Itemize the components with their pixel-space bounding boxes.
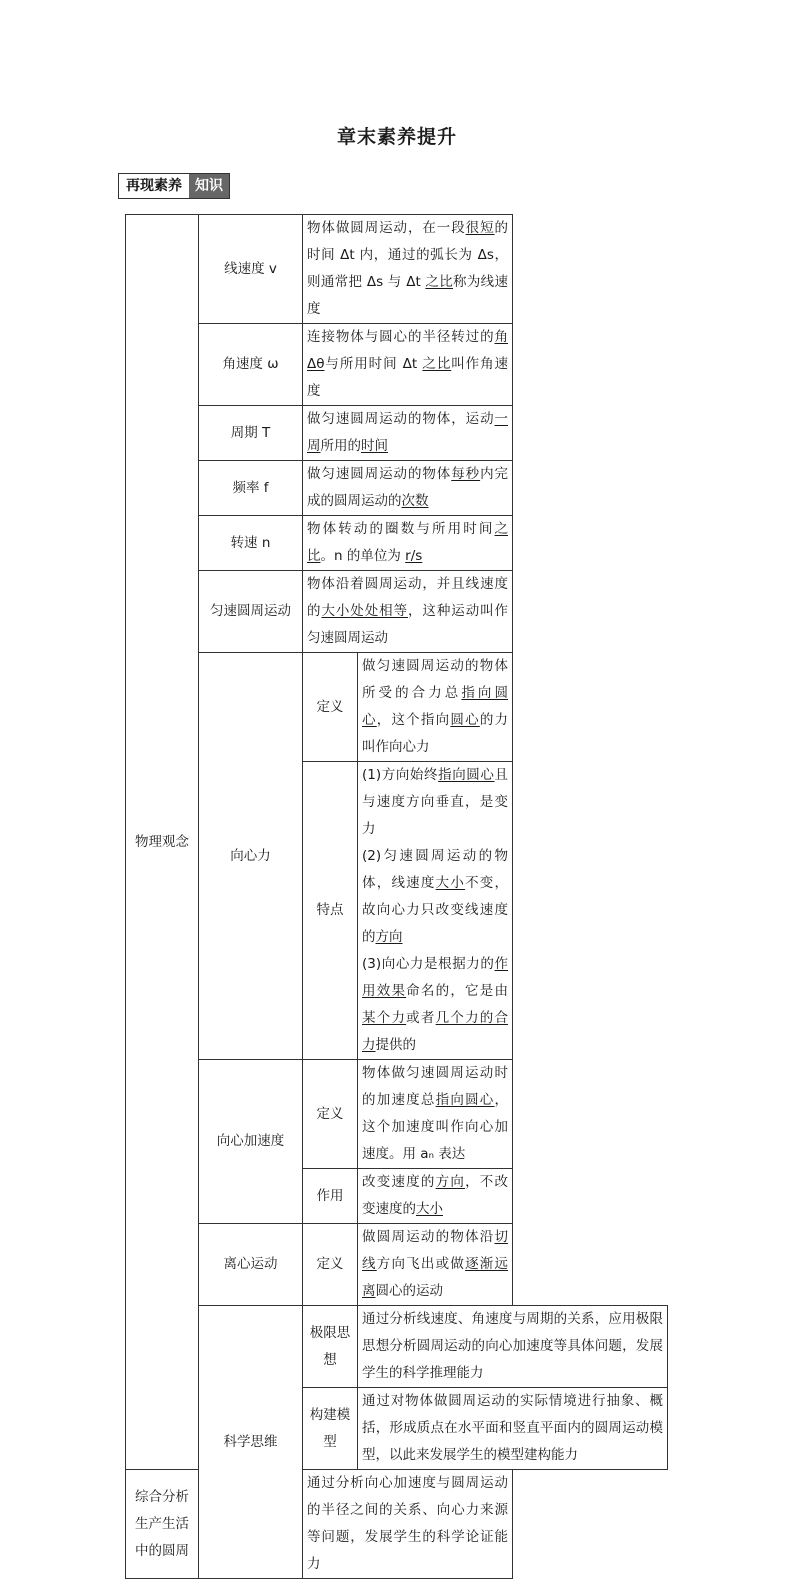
concept-centrifugal: 离心运动 <box>199 1224 303 1306</box>
desc-centripetal-force-definition: 做匀速圆周运动的物体所受的合力总指向圆心，这个指向圆心的力叫作向心力 <box>358 653 513 762</box>
concept-linear-speed: 线速度 v <box>199 215 303 324</box>
section-tag-highlight: 知识 <box>189 174 229 198</box>
table-row <box>126 406 668 461</box>
desc-rotational-speed: 物体转动的圈数与所用时间之比。n 的单位为 r/s <box>303 516 513 571</box>
table-row <box>126 1224 668 1306</box>
desc-limit-thinking: 通过分析线速度、角速度与周期的关系，应用极限思想分析圆周运动的向心加速度等具体问题，发展学生的科学推理能力 <box>358 1306 668 1388</box>
desc-centripetal-accel-effect: 改变速度的方向，不改变速度的大小 <box>358 1169 513 1224</box>
table-row <box>126 1306 668 1388</box>
feature-2: (2)匀速圆周运动的物体，线速度大小不变，故向心力只改变线速度的方向 <box>362 848 509 945</box>
concept-period: 周期 T <box>199 406 303 461</box>
category-scientific-thinking: 科学思维 <box>199 1306 303 1579</box>
label-effect: 作用 <box>303 1169 358 1224</box>
desc-frequency: 做匀速圆周运动的物体每秒内完成的圆周运动的次数 <box>303 461 513 516</box>
concept-centripetal-accel: 向心加速度 <box>199 1060 303 1224</box>
label-definition: 定义 <box>303 1224 358 1306</box>
table-row <box>126 653 668 762</box>
concept-comprehensive: 综合分析生产生活中的圆周 <box>126 1470 199 1579</box>
page-title: 章末素养提升 <box>336 126 457 148</box>
concept-centripetal-force: 向心力 <box>199 653 303 1060</box>
knowledge-table <box>125 214 668 1579</box>
concept-limit-thinking: 极限思想 <box>303 1306 358 1388</box>
label-features: 特点 <box>303 762 358 1060</box>
table-row <box>126 215 668 324</box>
table-row <box>126 516 668 571</box>
feature-1: (1)方向始终指向圆心且与速度方向垂直，是变力 <box>362 767 508 837</box>
concept-rotational-speed: 转速 n <box>199 516 303 571</box>
label-definition: 定义 <box>303 653 358 762</box>
desc-linear-speed: 物体做圆周运动，在一段很短的时间 Δt 内，通过的弧长为 Δs，则通常把 Δs 与 Δt 之比称为线速度 <box>303 215 513 324</box>
table-row <box>126 461 668 516</box>
concept-uniform-circular: 匀速圆周运动 <box>199 571 303 653</box>
desc-uniform-circular: 物体沿着圆周运动，并且线速度的大小处处相等，这种运动叫作匀速圆周运动 <box>303 571 513 653</box>
desc-centripetal-accel-definition: 物体做匀速圆周运动时的加速度总指向圆心，这个加速度叫作向心加速度。用 aₙ 表达 <box>358 1060 513 1169</box>
table-row <box>126 324 668 406</box>
label-definition: 定义 <box>303 1060 358 1169</box>
desc-centrifugal-definition: 做圆周运动的物体沿切线方向飞出或做逐渐远离圆心的运动 <box>358 1224 513 1306</box>
desc-comprehensive: 通过分析向心加速度与圆周运动的半径之间的关系、向心力来源等问题，发展学生的科学论证能力 <box>303 1470 513 1579</box>
desc-centripetal-force-features <box>358 762 513 1060</box>
section-tag-label: 再现素养 <box>119 174 189 198</box>
table-row <box>126 1060 668 1169</box>
desc-period: 做匀速圆周运动的物体，运动一周所用的时间 <box>303 406 513 461</box>
feature-3: (3)向心力是根据力的作用效果命名的，它是由某个力或者几个力的合力提供的 <box>362 956 509 1053</box>
desc-angular-speed: 连接物体与圆心的半径转过的角 Δθ与所用时间 Δt 之比叫作角速度 <box>303 324 513 406</box>
category-physics-concept: 物理观念 <box>126 215 199 1470</box>
desc-model-building: 通过对物体做圆周运动的实际情境进行抽象、概括，形成质点在水平面和竖直平面内的圆周运动模型，以此来发展学生的模型建构能力 <box>358 1388 668 1470</box>
concept-angular-speed: 角速度 ω <box>199 324 303 406</box>
concept-model-building: 构建模型 <box>303 1388 358 1470</box>
concept-frequency: 频率 f <box>199 461 303 516</box>
table-row <box>126 571 668 653</box>
section-tag <box>118 173 230 199</box>
